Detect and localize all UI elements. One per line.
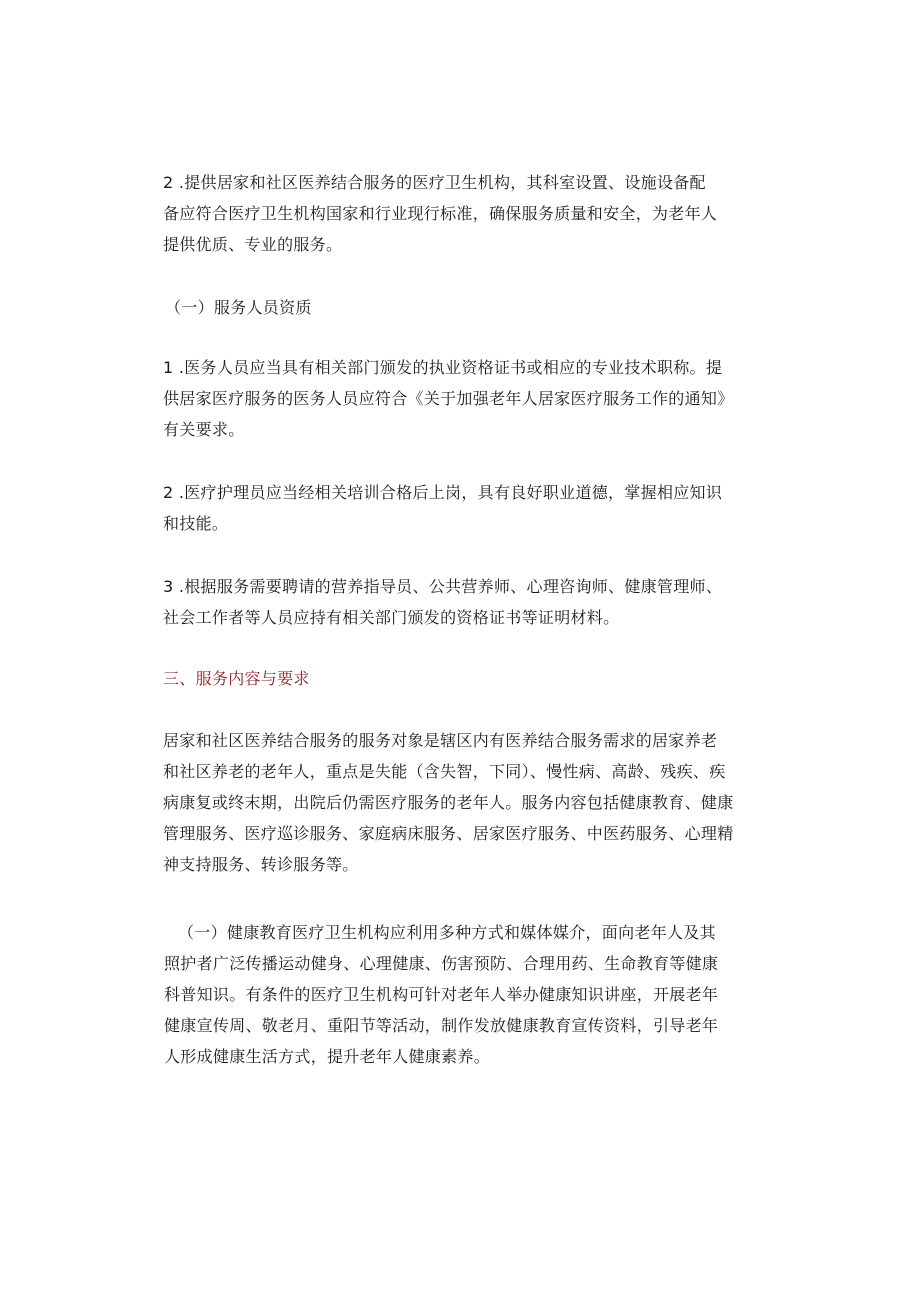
text-line: 人形成健康生活方式，提升老年人健康素养。: [164, 1047, 491, 1066]
text-line: 管理服务、医疗巡诊服务、家庭病床服务、居家医疗服务、中医药服务、心理精: [163, 824, 734, 843]
text-line: 神支持服务、转诊服务等。: [163, 855, 359, 874]
text-line: 病康复或终末期，出院后仍需医疗服务的老年人。服务内容包括健康教育、健康: [163, 793, 734, 812]
paragraph-facility-requirements: [163, 167, 763, 260]
text-line: 备应符合医疗卫生机构国家和行业现行标准，确保服务质量和安全，为老年人: [163, 204, 718, 223]
text-line: 供居家医疗服务的医务人员应符合《关于加强老年人居家医疗服务工作的通知》: [163, 389, 734, 408]
text-line: 健康宣传周、敬老月、重阳节等活动，制作发放健康教育宣传资料，引导老年: [164, 1016, 719, 1035]
text-line: 2 .医疗护理员应当经相关培训合格后上岗，具有良好职业道德，掌握相应知识: [163, 483, 723, 502]
section-heading-service-content: 三、服务内容与要求: [163, 669, 310, 688]
text-line: 3 .根据服务需要聘请的营养指导员、公共营养师、心理咨询师、健康管理师、: [163, 577, 723, 596]
text-line: 2 .提供居家和社区医养结合服务的医疗卫生机构，其科室设置、设施设备配: [163, 173, 706, 192]
text-line: 科普知识。有条件的医疗卫生机构可针对老年人举办健康知识讲座，开展老年: [164, 985, 719, 1004]
subheading-staff-qualification: （一）服务人员资质: [165, 298, 312, 317]
text-line: 有关要求。: [163, 420, 245, 439]
paragraph-service-targets: [163, 725, 763, 880]
text-line: 照护者广泛传播运动健身、心理健康、伤害预防、合理用药、生命教育等健康: [164, 954, 719, 973]
text-line: 社会工作者等人员应持有相关部门颁发的资格证书等证明材料。: [163, 608, 620, 627]
text-line: 提供优质、专业的服务。: [163, 235, 343, 254]
text-line: 和技能。: [163, 514, 229, 533]
paragraph-other-staff: [163, 571, 763, 633]
paragraph-nursing-staff: [163, 477, 763, 539]
text-line: 和社区养老的老年人，重点是失能（含失智，下同）、慢性病、高龄、残疾、疾: [163, 762, 726, 781]
text-line: 居家和社区医养结合服务的服务对象是辖区内有医养结合服务需求的居家养老: [163, 731, 718, 750]
text-line: 1 .医务人员应当具有相关部门颁发的执业资格证书或相应的专业技术职称。提: [163, 358, 723, 377]
text-line: （一）健康教育医疗卫生机构应利用多种方式和媒体媒介，面向老年人及其: [178, 923, 716, 942]
paragraph-medical-staff: [163, 352, 763, 445]
paragraph-health-education: [164, 917, 758, 1072]
